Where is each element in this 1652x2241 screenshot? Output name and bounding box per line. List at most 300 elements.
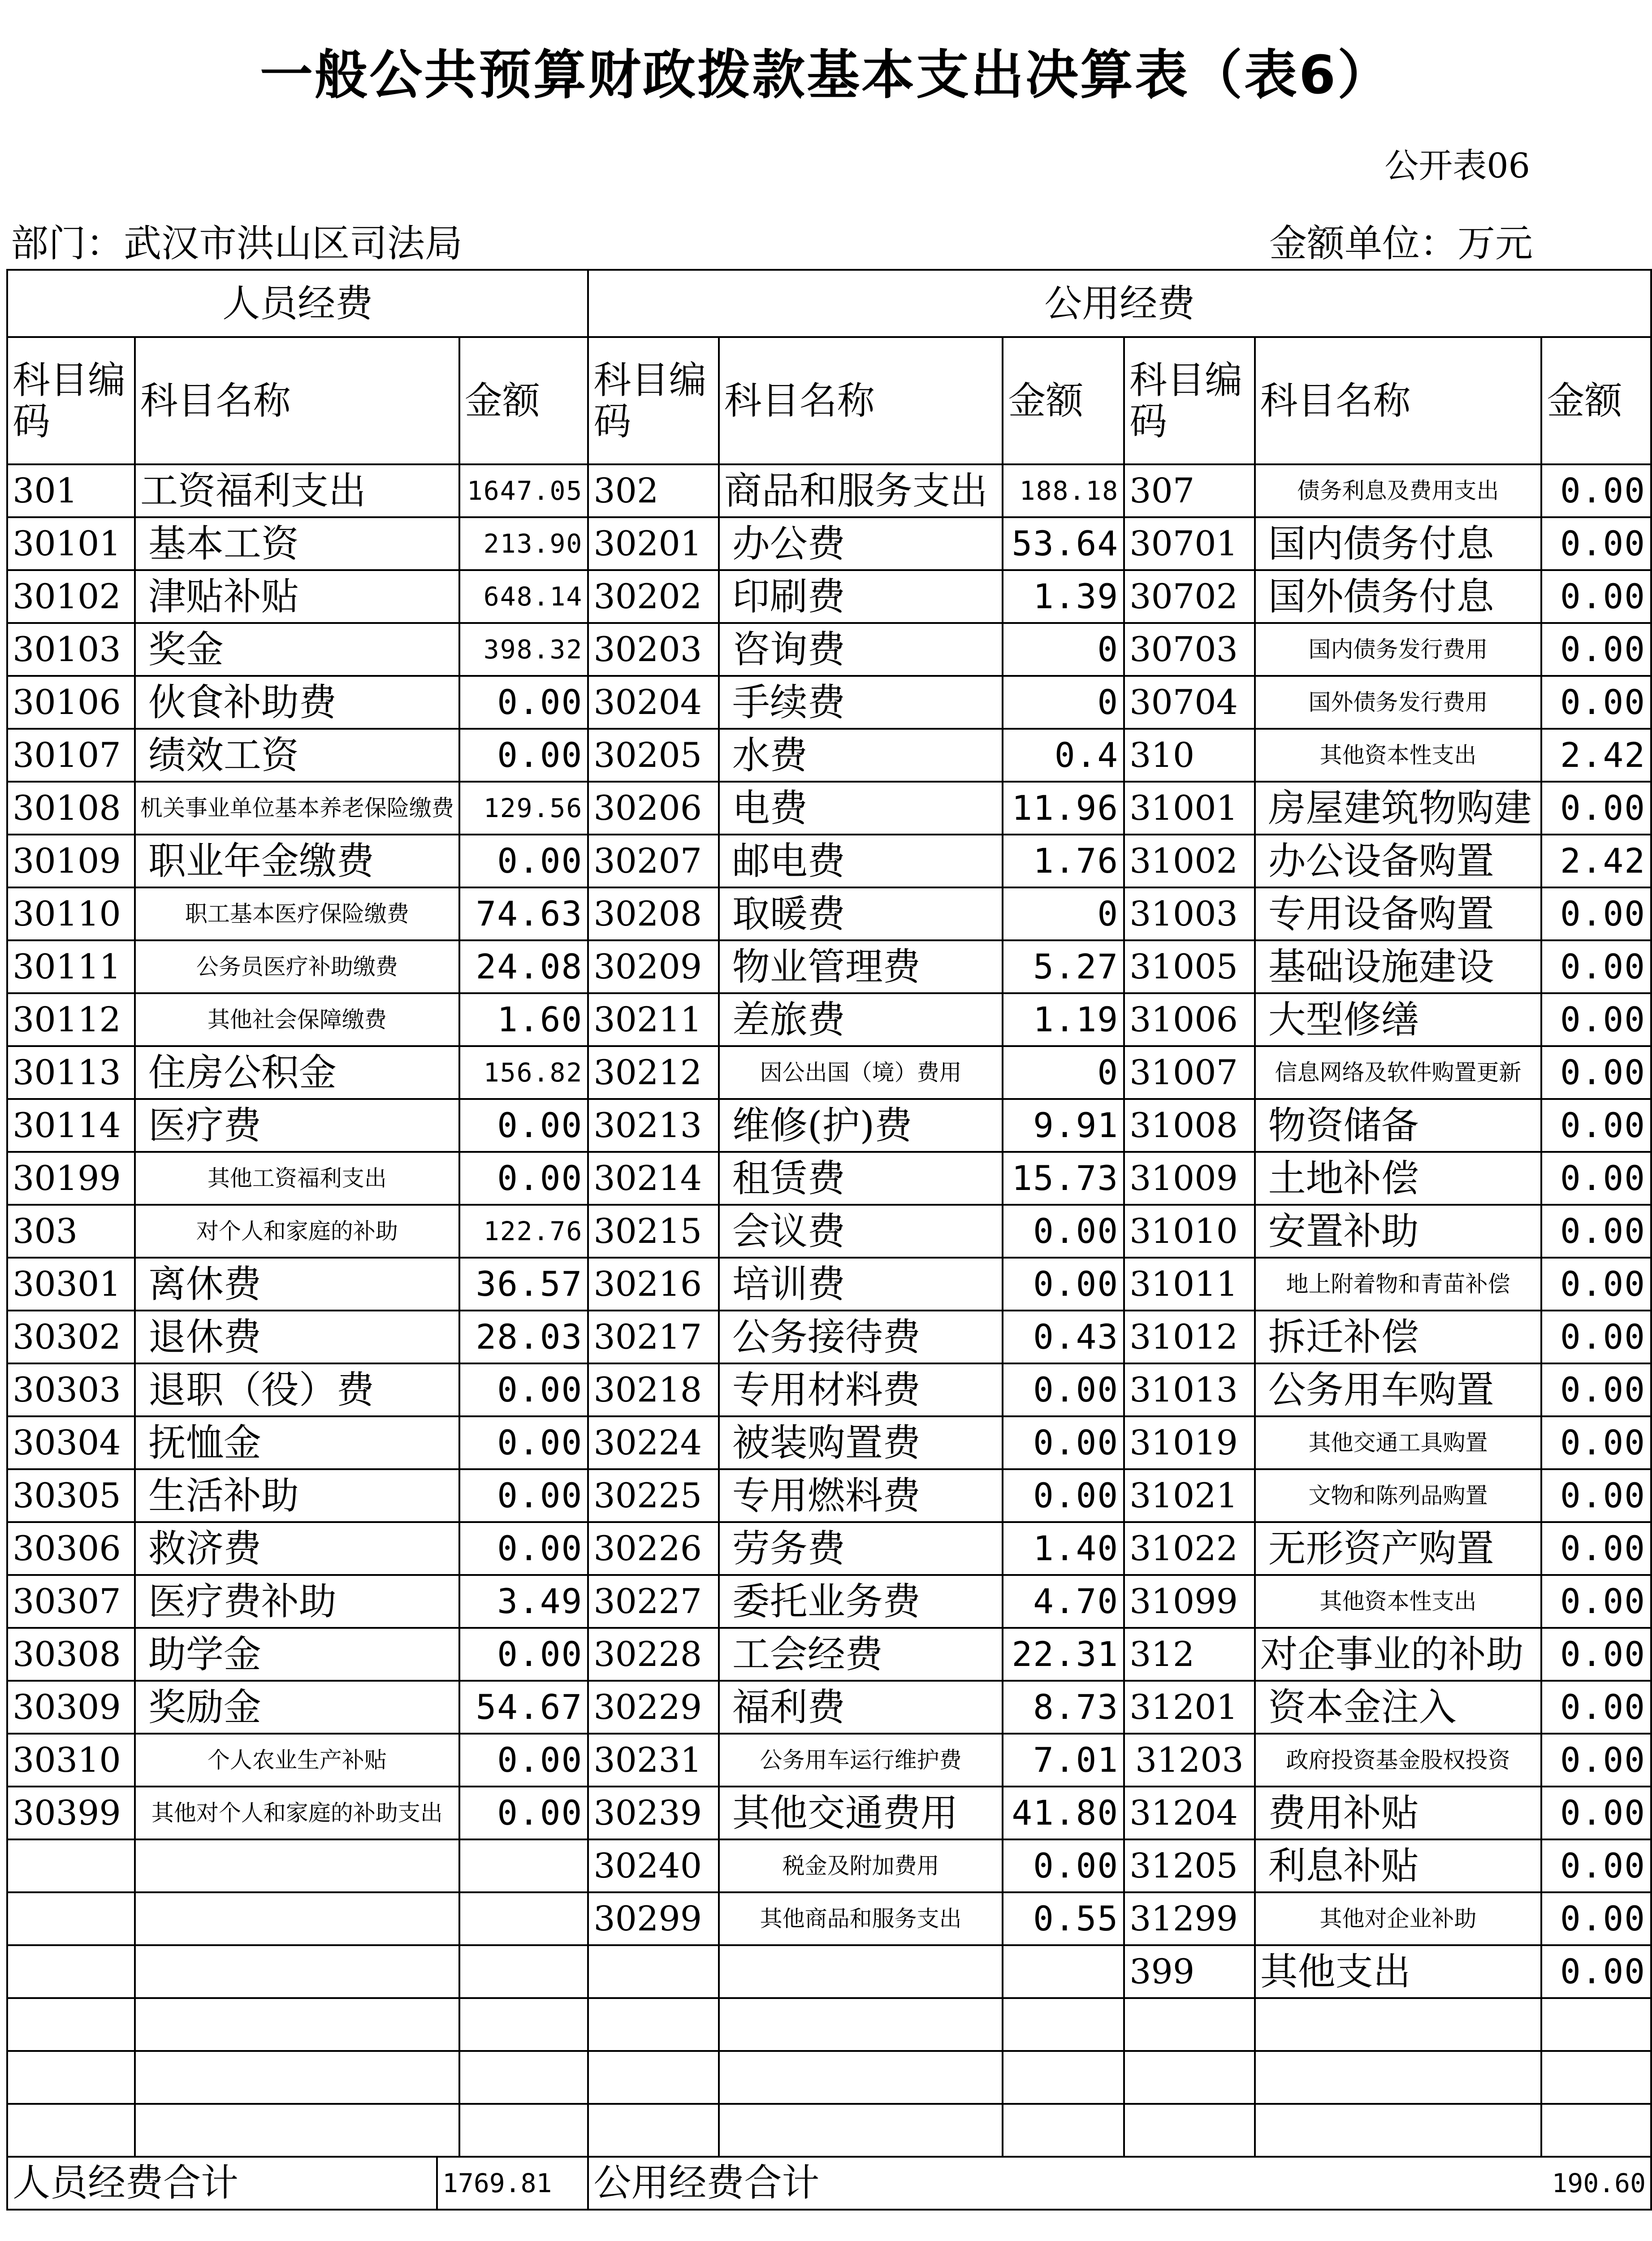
- personnel-code-cell: [7, 2051, 135, 2104]
- personnel-name-cell: 救济费: [135, 1522, 459, 1575]
- capital-name-cell: 大型修缮: [1255, 993, 1542, 1046]
- header-code: 科目编码: [7, 337, 135, 464]
- capital-name-cell: 其他资本性支出: [1255, 1575, 1542, 1628]
- table-row: [7, 1258, 1651, 1311]
- capital-amount-cell: 0.00: [1541, 782, 1651, 835]
- personnel-amount-cell: [459, 2104, 588, 2157]
- personnel-name-cell: 奖励金: [135, 1681, 459, 1734]
- personnel-amount-cell: 0.00: [459, 1099, 588, 1152]
- personnel-code-cell: 30108: [7, 782, 135, 835]
- personnel-code-cell: 30106: [7, 676, 135, 729]
- capital-name-cell: 政府投资基金股权投资: [1255, 1734, 1542, 1787]
- personnel-amount-cell: 3.49: [459, 1575, 588, 1628]
- table-row: [7, 1363, 1651, 1416]
- public-amount-cell: 15.73: [1003, 1152, 1124, 1205]
- capital-amount-cell: 0.00: [1541, 676, 1651, 729]
- table-row: [7, 782, 1651, 835]
- public-code-cell: 30224: [588, 1416, 718, 1469]
- capital-code-cell: 31203: [1124, 1734, 1254, 1787]
- table-row: [7, 1522, 1651, 1575]
- department-label: 部门：武汉市洪山区司法局: [11, 221, 463, 265]
- capital-name-cell: 其他交通工具购置: [1255, 1416, 1542, 1469]
- capital-name-cell: 物资储备: [1255, 1099, 1542, 1152]
- table-row: [7, 1205, 1651, 1258]
- personnel-name-cell: 奖金: [135, 623, 459, 676]
- public-name-cell: 差旅费: [719, 993, 1003, 1046]
- public-amount-cell: 0.00: [1003, 1205, 1124, 1258]
- personnel-amount-cell: 156.82: [459, 1046, 588, 1099]
- capital-name-cell: 地上附着物和青苗补偿: [1255, 1258, 1542, 1311]
- table-row: [7, 1681, 1651, 1734]
- table-row: [7, 517, 1651, 570]
- personnel-name-cell: 离休费: [135, 1258, 459, 1311]
- capital-name-cell: 办公设备购置: [1255, 835, 1542, 887]
- capital-code-cell: 399: [1124, 1945, 1254, 1998]
- capital-amount-cell: 0.00: [1541, 1258, 1651, 1311]
- public-code-cell: 30228: [588, 1628, 718, 1681]
- personnel-code-cell: 30307: [7, 1575, 135, 1628]
- personnel-amount-cell: [459, 1839, 588, 1892]
- public-amount-cell: 22.31: [1003, 1628, 1124, 1681]
- table-row: [7, 676, 1651, 729]
- capital-code-cell: 30702: [1124, 570, 1254, 623]
- table-row: [7, 1152, 1651, 1205]
- capital-name-cell: 国内债务发行费用: [1255, 623, 1542, 676]
- capital-amount-cell: 0.00: [1541, 623, 1651, 676]
- public-amount-cell: 7.01: [1003, 1734, 1124, 1787]
- public-name-cell: 劳务费: [719, 1522, 1003, 1575]
- capital-code-cell: 31003: [1124, 887, 1254, 940]
- personnel-name-cell: 其他社会保障缴费: [135, 993, 459, 1046]
- capital-amount-cell: 0.00: [1541, 1681, 1651, 1734]
- personnel-code-cell: 30306: [7, 1522, 135, 1575]
- capital-code-cell: 30704: [1124, 676, 1254, 729]
- capital-name-cell: 利息补贴: [1255, 1839, 1542, 1892]
- personnel-code-cell: 30199: [7, 1152, 135, 1205]
- public-code-cell: [588, 1998, 718, 2051]
- personnel-total-cell: [7, 2157, 588, 2210]
- capital-name-cell: 国内债务付息: [1255, 517, 1542, 570]
- capital-amount-cell: [1541, 2051, 1651, 2104]
- personnel-code-cell: 30107: [7, 729, 135, 782]
- public-name-cell: 水费: [719, 729, 1003, 782]
- capital-amount-cell: [1541, 2104, 1651, 2157]
- personnel-name-cell: [135, 1839, 459, 1892]
- personnel-code-cell: 30308: [7, 1628, 135, 1681]
- personnel-name-cell: 对个人和家庭的补助: [135, 1205, 459, 1258]
- public-name-cell: 办公费: [719, 517, 1003, 570]
- amount-unit-label: 金额单位：万元: [1269, 221, 1533, 265]
- capital-code-cell: 30701: [1124, 517, 1254, 570]
- capital-code-cell: 31204: [1124, 1787, 1254, 1839]
- public-amount-cell: 0.00: [1003, 1839, 1124, 1892]
- capital-amount-cell: 0.00: [1541, 1099, 1651, 1152]
- capital-code-cell: 310: [1124, 729, 1254, 782]
- public-amount-cell: 0: [1003, 676, 1124, 729]
- capital-amount-cell: 0.00: [1541, 1152, 1651, 1205]
- personnel-amount-cell: 0.00: [459, 1787, 588, 1839]
- capital-amount-cell: 0.00: [1541, 1469, 1651, 1522]
- table-row: [7, 1787, 1651, 1839]
- personnel-name-cell: 其他对个人和家庭的补助支出: [135, 1787, 459, 1839]
- personnel-amount-cell: 0.00: [459, 1522, 588, 1575]
- public-code-cell: 30226: [588, 1522, 718, 1575]
- capital-amount-cell: 0.00: [1541, 1522, 1651, 1575]
- public-amount-cell: [1003, 1998, 1124, 2051]
- personnel-name-cell: 个人农业生产补贴: [135, 1734, 459, 1787]
- public-name-cell: 被装购置费: [719, 1416, 1003, 1469]
- personnel-code-cell: 30112: [7, 993, 135, 1046]
- public-code-cell: 30206: [588, 782, 718, 835]
- public-code-cell: 30299: [588, 1892, 718, 1945]
- public-amount-cell: 1.39: [1003, 570, 1124, 623]
- public-name-cell: 维修(护)费: [719, 1099, 1003, 1152]
- public-name-cell: [719, 2051, 1003, 2104]
- public-amount-cell: 0.43: [1003, 1311, 1124, 1363]
- public-code-cell: 30225: [588, 1469, 718, 1522]
- personnel-name-cell: 津贴补贴: [135, 570, 459, 623]
- capital-code-cell: 31010: [1124, 1205, 1254, 1258]
- personnel-code-cell: 30109: [7, 835, 135, 887]
- public-name-cell: 手续费: [719, 676, 1003, 729]
- personnel-name-cell: 基本工资: [135, 517, 459, 570]
- table-row: [7, 1734, 1651, 1787]
- public-amount-cell: 11.96: [1003, 782, 1124, 835]
- personnel-amount-cell: 0.00: [459, 1152, 588, 1205]
- personnel-name-cell: 住房公积金: [135, 1046, 459, 1099]
- capital-code-cell: 31019: [1124, 1416, 1254, 1469]
- public-amount-cell: 0.00: [1003, 1258, 1124, 1311]
- public-code-cell: 30204: [588, 676, 718, 729]
- capital-amount-cell: 0.00: [1541, 1205, 1651, 1258]
- public-amount-cell: 0.4: [1003, 729, 1124, 782]
- personnel-code-cell: 30303: [7, 1363, 135, 1416]
- personnel-code-cell: [7, 1839, 135, 1892]
- public-code-cell: 30239: [588, 1787, 718, 1839]
- capital-name-cell: 专用设备购置: [1255, 887, 1542, 940]
- capital-name-cell: 土地补偿: [1255, 1152, 1542, 1205]
- form-code: 公开表06: [1384, 146, 1530, 186]
- public-amount-cell: 0: [1003, 1046, 1124, 1099]
- table-row: [7, 1575, 1651, 1628]
- personnel-name-cell: 退休费: [135, 1311, 459, 1363]
- personnel-amount-cell: 0.00: [459, 1734, 588, 1787]
- capital-code-cell: [1124, 2104, 1254, 2157]
- capital-amount-cell: 0.00: [1541, 1892, 1651, 1945]
- public-code-cell: 30207: [588, 835, 718, 887]
- capital-amount-cell: 0.00: [1541, 1628, 1651, 1681]
- public-name-cell: 公务接待费: [719, 1311, 1003, 1363]
- capital-name-cell: 文物和陈列品购置: [1255, 1469, 1542, 1522]
- table-row: [7, 887, 1651, 940]
- capital-name-cell: 安置补助: [1255, 1205, 1542, 1258]
- capital-code-cell: 31205: [1124, 1839, 1254, 1892]
- public-name-cell: 其他商品和服务支出: [719, 1892, 1003, 1945]
- table-row: [7, 1046, 1651, 1099]
- public-name-cell: 取暖费: [719, 887, 1003, 940]
- personnel-amount-cell: 0.00: [459, 835, 588, 887]
- personnel-code-cell: 30310: [7, 1734, 135, 1787]
- personnel-name-cell: 公务员医疗补助缴费: [135, 940, 459, 993]
- capital-amount-cell: 0.00: [1541, 1945, 1651, 1998]
- public-name-cell: [719, 2104, 1003, 2157]
- personnel-name-cell: 其他工资福利支出: [135, 1152, 459, 1205]
- public-amount-cell: 0: [1003, 887, 1124, 940]
- capital-amount-cell: 0.00: [1541, 570, 1651, 623]
- table-row: [7, 835, 1651, 887]
- capital-amount-cell: 0.00: [1541, 1734, 1651, 1787]
- capital-code-cell: 307: [1124, 464, 1254, 517]
- public-name-cell: 公务用车运行维护费: [719, 1734, 1003, 1787]
- personnel-code-cell: 30101: [7, 517, 135, 570]
- personnel-amount-cell: 0.00: [459, 1363, 588, 1416]
- public-code-cell: 30208: [588, 887, 718, 940]
- public-code-cell: 30209: [588, 940, 718, 993]
- personnel-name-cell: 退职（役）费: [135, 1363, 459, 1416]
- table-row: [7, 1628, 1651, 1681]
- table-row: [7, 464, 1651, 517]
- capital-amount-cell: 2.42: [1541, 729, 1651, 782]
- table-row: [7, 570, 1651, 623]
- public-name-cell: 租赁费: [719, 1152, 1003, 1205]
- personnel-amount-cell: 213.90: [459, 517, 588, 570]
- personnel-code-cell: 301: [7, 464, 135, 517]
- table-row: [7, 729, 1651, 782]
- personnel-code-cell: [7, 2104, 135, 2157]
- capital-amount-cell: 0.00: [1541, 993, 1651, 1046]
- public-code-cell: 30213: [588, 1099, 718, 1152]
- personnel-code-cell: 30114: [7, 1099, 135, 1152]
- public-name-cell: [719, 1945, 1003, 1998]
- personnel-code-cell: 30399: [7, 1787, 135, 1839]
- public-amount-cell: 1.76: [1003, 835, 1124, 887]
- personnel-code-cell: 30103: [7, 623, 135, 676]
- capital-code-cell: 31006: [1124, 993, 1254, 1046]
- capital-code-cell: 31005: [1124, 940, 1254, 993]
- public-amount-cell: 41.80: [1003, 1787, 1124, 1839]
- personnel-amount-cell: 0.00: [459, 1469, 588, 1522]
- public-name-cell: [719, 1998, 1003, 2051]
- table-row: [7, 2051, 1651, 2104]
- public-code-cell: 30218: [588, 1363, 718, 1416]
- public-code-cell: 30217: [588, 1311, 718, 1363]
- capital-amount-cell: 0.00: [1541, 1839, 1651, 1892]
- table-row: [7, 1469, 1651, 1522]
- personnel-name-cell: 抚恤金: [135, 1416, 459, 1469]
- personnel-code-cell: 30301: [7, 1258, 135, 1311]
- personnel-amount-cell: 122.76: [459, 1205, 588, 1258]
- personnel-amount-cell: 0.00: [459, 729, 588, 782]
- header-amount: 金额: [1541, 337, 1651, 464]
- personnel-amount-cell: 54.67: [459, 1681, 588, 1734]
- capital-code-cell: 31022: [1124, 1522, 1254, 1575]
- capital-amount-cell: 0.00: [1541, 1787, 1651, 1839]
- public-amount-cell: 0.00: [1003, 1363, 1124, 1416]
- public-amount-cell: 9.91: [1003, 1099, 1124, 1152]
- public-name-cell: 因公出国（境）费用: [719, 1046, 1003, 1099]
- public-name-cell: 会议费: [719, 1205, 1003, 1258]
- personnel-amount-cell: 1.60: [459, 993, 588, 1046]
- capital-name-cell: 无形资产购置: [1255, 1522, 1542, 1575]
- personnel-name-cell: 职工基本医疗保险缴费: [135, 887, 459, 940]
- capital-amount-cell: 0.00: [1541, 1416, 1651, 1469]
- capital-code-cell: 31001: [1124, 782, 1254, 835]
- public-amount-cell: [1003, 1945, 1124, 1998]
- capital-code-cell: 31021: [1124, 1469, 1254, 1522]
- personnel-amount-cell: [459, 1945, 588, 1998]
- personnel-code-cell: 30102: [7, 570, 135, 623]
- capital-amount-cell: 0.00: [1541, 464, 1651, 517]
- public-amount-cell: 1.19: [1003, 993, 1124, 1046]
- public-code-cell: 30231: [588, 1734, 718, 1787]
- public-name-cell: 咨询费: [719, 623, 1003, 676]
- capital-code-cell: [1124, 1998, 1254, 2051]
- personnel-total-value: 1769.81: [436, 2158, 552, 2209]
- personnel-amount-cell: 0.00: [459, 676, 588, 729]
- capital-code-cell: 31201: [1124, 1681, 1254, 1734]
- public-code-cell: 30214: [588, 1152, 718, 1205]
- table-row: [7, 1311, 1651, 1363]
- personnel-name-cell: 绩效工资: [135, 729, 459, 782]
- capital-code-cell: 31012: [1124, 1311, 1254, 1363]
- public-amount-cell: [1003, 2051, 1124, 2104]
- public-name-cell: 工会经费: [719, 1628, 1003, 1681]
- public-code-cell: [588, 1945, 718, 1998]
- personnel-amount-cell: 28.03: [459, 1311, 588, 1363]
- header-code: 科目编码: [1124, 337, 1254, 464]
- capital-name-cell: 其他对企业补助: [1255, 1892, 1542, 1945]
- personnel-name-cell: 伙食补助费: [135, 676, 459, 729]
- personnel-amount-cell: 0.00: [459, 1628, 588, 1681]
- personnel-name-cell: 机关事业单位基本养老保险缴费: [135, 782, 459, 835]
- capital-name-cell: 信息网络及软件购置更新: [1255, 1046, 1542, 1099]
- personnel-name-cell: 工资福利支出: [135, 464, 459, 517]
- capital-name-cell: 房屋建筑物购建: [1255, 782, 1542, 835]
- public-amount-cell: 53.64: [1003, 517, 1124, 570]
- capital-amount-cell: 2.42: [1541, 835, 1651, 887]
- public-amount-cell: 4.70: [1003, 1575, 1124, 1628]
- capital-name-cell: [1255, 2104, 1542, 2157]
- capital-name-cell: 债务利息及费用支出: [1255, 464, 1542, 517]
- public-code-cell: 30211: [588, 993, 718, 1046]
- personnel-name-cell: [135, 1998, 459, 2051]
- public-code-cell: [588, 2104, 718, 2157]
- header-code: 科目编码: [588, 337, 718, 464]
- personnel-amount-cell: [459, 1998, 588, 2051]
- public-name-cell: 税金及附加费用: [719, 1839, 1003, 1892]
- capital-name-cell: 公务用车购置: [1255, 1363, 1542, 1416]
- capital-name-cell: 其他资本性支出: [1255, 729, 1542, 782]
- personnel-code-cell: 30304: [7, 1416, 135, 1469]
- public-code-cell: 30216: [588, 1258, 718, 1311]
- personnel-code-cell: 30309: [7, 1681, 135, 1734]
- public-code-cell: 30205: [588, 729, 718, 782]
- public-amount-cell: 5.27: [1003, 940, 1124, 993]
- capital-code-cell: 31002: [1124, 835, 1254, 887]
- public-amount-cell: 0.55: [1003, 1892, 1124, 1945]
- capital-name-cell: [1255, 1998, 1542, 2051]
- public-code-cell: 30229: [588, 1681, 718, 1734]
- public-code-cell: 30203: [588, 623, 718, 676]
- public-code-cell: 30215: [588, 1205, 718, 1258]
- table-row: [7, 1945, 1651, 1998]
- personnel-amount-cell: 398.32: [459, 623, 588, 676]
- table-row: [7, 1839, 1651, 1892]
- capital-name-cell: 拆迁补偿: [1255, 1311, 1542, 1363]
- capital-code-cell: 31007: [1124, 1046, 1254, 1099]
- personnel-code-cell: [7, 1945, 135, 1998]
- capital-code-cell: 31299: [1124, 1892, 1254, 1945]
- public-total-label: 公用经费合计: [593, 2160, 820, 2205]
- capital-amount-cell: [1541, 1998, 1651, 2051]
- personnel-amount-cell: 24.08: [459, 940, 588, 993]
- header-name: 科目名称: [135, 337, 459, 464]
- personnel-total-label: 人员经费合计: [13, 2160, 239, 2205]
- table-row: [7, 1892, 1651, 1945]
- totals-row: [7, 2157, 1651, 2210]
- personnel-amount-cell: [459, 2051, 588, 2104]
- header-name: 科目名称: [719, 337, 1003, 464]
- capital-code-cell: 31009: [1124, 1152, 1254, 1205]
- capital-amount-cell: 0.00: [1541, 1575, 1651, 1628]
- personnel-amount-cell: 648.14: [459, 570, 588, 623]
- capital-amount-cell: 0.00: [1541, 517, 1651, 570]
- personnel-name-cell: [135, 1945, 459, 1998]
- personnel-code-cell: [7, 1998, 135, 2051]
- public-name-cell: 福利费: [719, 1681, 1003, 1734]
- personnel-amount-cell: 1647.05: [459, 464, 588, 517]
- public-name-cell: 委托业务费: [719, 1575, 1003, 1628]
- public-name-cell: 印刷费: [719, 570, 1003, 623]
- capital-code-cell: 31008: [1124, 1099, 1254, 1152]
- personnel-name-cell: 医疗费补助: [135, 1575, 459, 1628]
- public-name-cell: 其他交通费用: [719, 1787, 1003, 1839]
- personnel-amount-cell: 0.00: [459, 1416, 588, 1469]
- capital-code-cell: 31099: [1124, 1575, 1254, 1628]
- personnel-name-cell: [135, 2104, 459, 2157]
- header-amount: 金额: [1003, 337, 1124, 464]
- personnel-code-cell: [7, 1892, 135, 1945]
- capital-code-cell: 31011: [1124, 1258, 1254, 1311]
- capital-name-cell: 其他支出: [1255, 1945, 1542, 1998]
- header-name: 科目名称: [1255, 337, 1542, 464]
- personnel-code-cell: 30113: [7, 1046, 135, 1099]
- public-name-cell: 电费: [719, 782, 1003, 835]
- personnel-code-cell: 30111: [7, 940, 135, 993]
- table-row: [7, 940, 1651, 993]
- capital-code-cell: 31013: [1124, 1363, 1254, 1416]
- public-amount-cell: 1.40: [1003, 1522, 1124, 1575]
- public-code-cell: 30202: [588, 570, 718, 623]
- personnel-amount-cell: 129.56: [459, 782, 588, 835]
- public-amount-cell: 0: [1003, 623, 1124, 676]
- personnel-name-cell: 医疗费: [135, 1099, 459, 1152]
- capital-name-cell: 资本金注入: [1255, 1681, 1542, 1734]
- public-code-cell: 30240: [588, 1839, 718, 1892]
- public-total-value: 190.60: [1552, 2168, 1646, 2198]
- public-name-cell: 培训费: [719, 1258, 1003, 1311]
- public-name-cell: 邮电费: [719, 835, 1003, 887]
- public-amount-cell: 188.18: [1003, 464, 1124, 517]
- table-row: [7, 1998, 1651, 2051]
- capital-name-cell: 基础设施建设: [1255, 940, 1542, 993]
- capital-amount-cell: 0.00: [1541, 1363, 1651, 1416]
- capital-amount-cell: 0.00: [1541, 940, 1651, 993]
- public-total-cell: [588, 2157, 1651, 2210]
- public-code-cell: 30212: [588, 1046, 718, 1099]
- public-name-cell: 物业管理费: [719, 940, 1003, 993]
- public-amount-cell: 0.00: [1003, 1416, 1124, 1469]
